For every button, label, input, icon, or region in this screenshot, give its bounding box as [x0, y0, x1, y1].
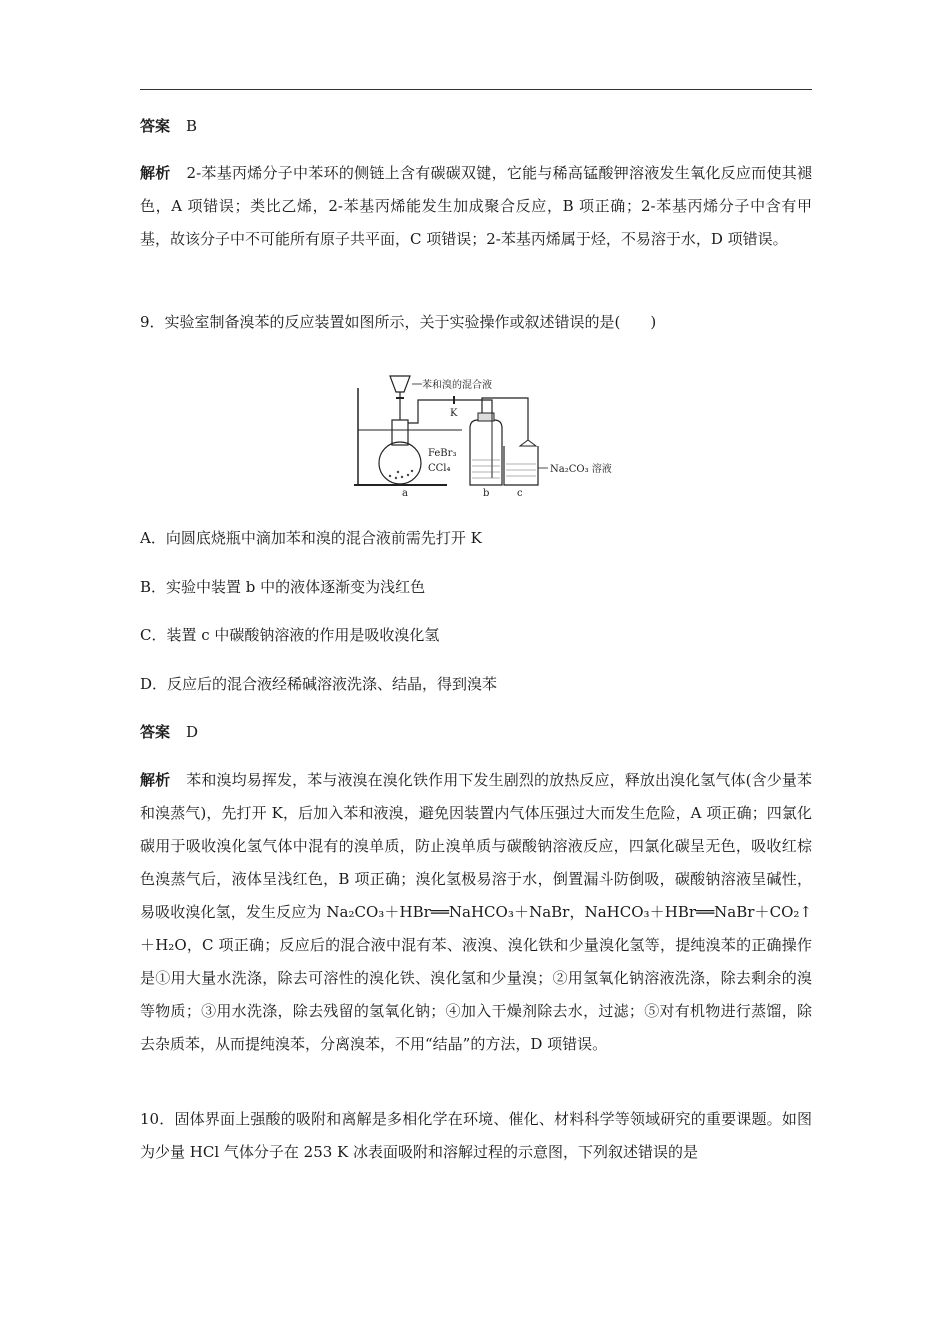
dropping-funnel: [390, 376, 410, 392]
answer-value: B: [186, 117, 198, 135]
label-na2co3: Na₂CO₃ 溶液: [550, 464, 612, 475]
answer-value: D: [186, 723, 199, 741]
answer-label: 答案: [140, 117, 171, 135]
option-d: D．反应后的混合液经稀碱溶液洗涤、结晶，得到溴苯: [140, 675, 498, 693]
label-ccl4: CCl₄: [428, 463, 451, 474]
label-a: a: [402, 488, 408, 499]
round-flask: [379, 442, 421, 484]
answer-label: 答案: [140, 723, 171, 741]
label-mixture: 苯和溴的混合液: [422, 380, 492, 391]
q9-answer: [140, 716, 812, 749]
option-b: B．实验中装置 b 中的液体逐渐变为浅红色: [140, 578, 426, 596]
label-c: c: [517, 488, 523, 499]
bromobenzene-apparatus-figure: [352, 368, 622, 502]
beaker-c: [504, 446, 538, 485]
label-febr3: FeBr₃: [428, 448, 457, 459]
header-rule: [140, 89, 812, 90]
q8-answer: [140, 110, 812, 143]
q10-stem: 10．固体界面上强酸的吸附和离解是多相化学在环境、催化、材料科学等领域研究的重要课题。如图为少量 HCl 气体分子在 253 K 冰表面吸附和溶解过程的示意图，下列叙述错误的是: [140, 1110, 812, 1161]
q8-analysis: [140, 157, 812, 256]
option-a: A．向圆底烧瓶中滴加苯和溴的混合液前需先打开 K: [140, 529, 482, 547]
analysis-text: 苯和溴均易挥发，苯与液溴在溴化铁作用下发生剧烈的放热反应，释放出溴化氢气体(含少量苯和溴蒸气)，先打开 K，后加入苯和液溴，避免因装置内气体压强过大而发生危险，A 项正确；四氯化碳用于吸收溴化氢气体中混有的溴单质，防止溴单质与碳酸钠溶液反应，四氯化碳呈无色，吸收红棕色溴蒸气后，液体呈浅红色，B 项正确；溴化氢极易溶于水，倒置漏斗防倒吸，碳酸钠溶液呈碱性，易吸收溴化氢，发生反应为 Na₂CO₃＋HBr══NaHCO₃＋NaBr，NaHCO₃＋HBr══NaBr＋CO₂↑＋H₂O，C 项正确；反应后的混合液中混有苯、液溴、溴化铁和少量溴化氢等，提纯溴苯的正确操作是①用大量水洗涤，除去可溶性的溴化铁、溴化氢和少量溴；②用氢氧化钠溶液洗涤，除去剩余的溴等物质；③用水洗涤，除去残留的氢氧化钠；④加入干燥剂除去水，过滤；⑤对有机物进行蒸馏，除去杂质苯，从而提纯溴苯，分离溴苯，不用“结晶”的方法，D 项错误。: [140, 771, 812, 1053]
analysis-label: 解析: [140, 771, 171, 789]
option-c: C．装置 c 中碳酸钠溶液的作用是吸收溴化氢: [140, 626, 440, 644]
q9-analysis: [140, 764, 812, 1061]
label-k: K: [450, 408, 458, 419]
analysis-label: 解析: [140, 164, 171, 182]
bottle-b: [470, 420, 502, 485]
q9-stem: 9．实验室制备溴苯的反应装置如图所示，关于实验操作或叙述错误的是( ): [140, 313, 657, 331]
analysis-text: 2-苯基丙烯分子中苯环的侧链上含有碳碳双键，它能与稀高锰酸钾溶液发生氧化反应而使其褪色，A 项错误；类比乙烯，2-苯基丙烯能发生加成聚合反应，B 项正确；2-苯基丙烯分子中含有甲基，故该分子中不可能所有原子共平面，C 项错误；2-苯基丙烯属于烃，不易溶于水，D 项错误。: [140, 164, 812, 248]
label-b: b: [483, 488, 490, 499]
